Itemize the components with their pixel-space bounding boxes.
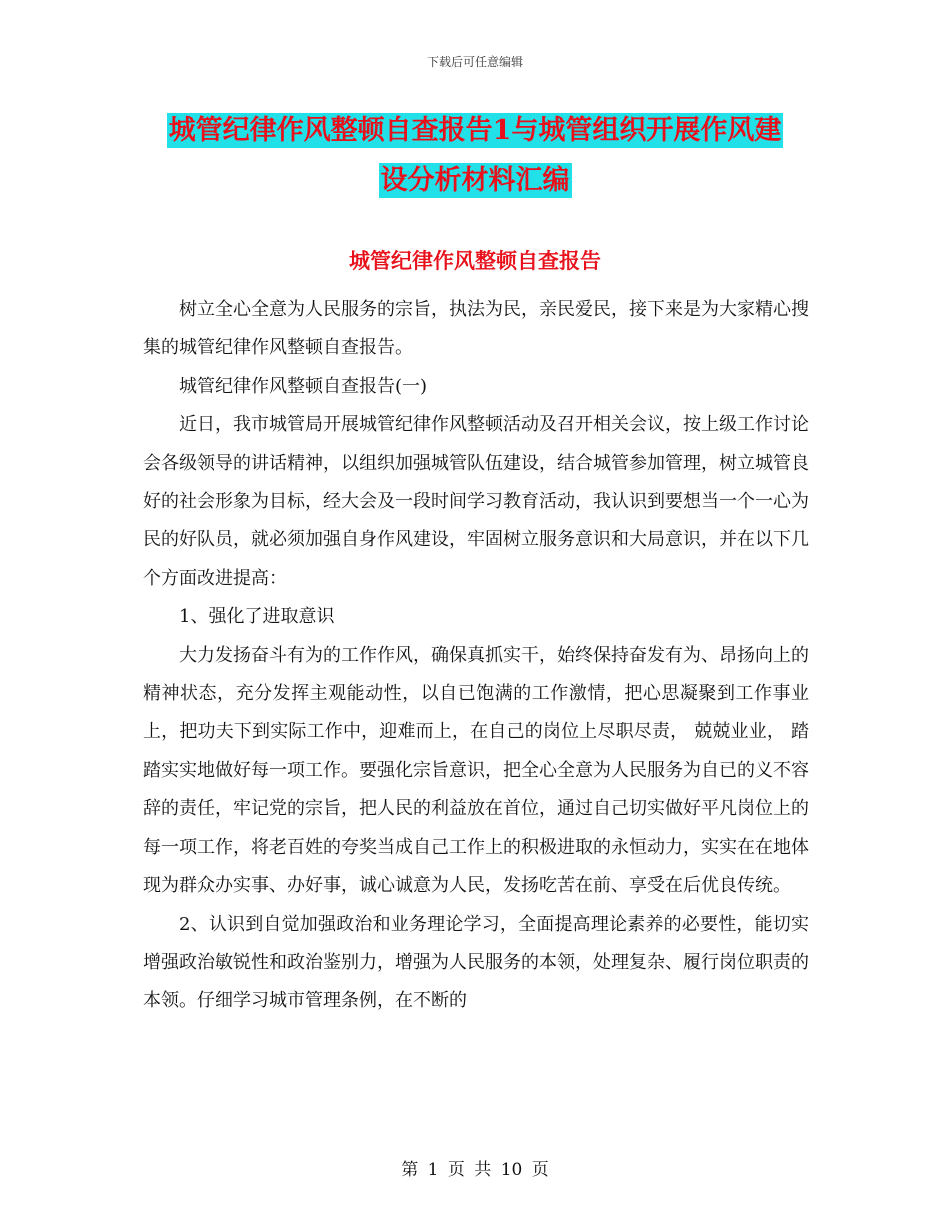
title-line-1: 城管纪律作风整顿自查报告1与城管组织开展作风建 [168,115,782,146]
section-title: 城管纪律作风整顿自查报告 [349,248,601,273]
paragraph: 2、认识到自觉加强政治和业务理论学习，全面提高理论素养的必要性，能切实增强政治敏锐性和政治鉴别力，增强为人民服务的本领，处理复杂、履行岗位职责的本领。仔细学习城市管理条例，在不断的 [143,913,809,1012]
paragraph: 大力发扬奋斗有为的工作作风，确保真抓实干，始终保持奋发有为、昂扬向上的精神状态，充分发挥主观能动性，以自已饱满的工作激情，把心思凝聚到工作事业上，把功夫下到实际工作中，迎难而上，在自己的岗位上尽职尽责， 兢兢业业， 踏踏实实地做好每一项工作。要强化宗旨意识，把全心全意为人民服务为自已的义不容辞的责任，牢记党的宗旨，把人民的利益放在首位，通过自己切实做好平凡岗位上的每一项工作，将老百姓的夸奖当成自己工作上的积极进取的永恒动力，实实在在地体现为群众办实事、办好事，诚心诚意为人民，发扬吃苦在前、享受在后优良传统。 [143,644,809,897]
page-footer: 第 1 页 共 10 页 [401,1160,549,1180]
header-note: 下载后可任意编辑 [426,55,523,69]
paragraph: 近日，我市城管局开展城管纪律作风整顿活动及召开相关会议，按上级工作讨论会各级领导的讲话精神，以组织加强城管队伍建设，结合城管参加管理，树立城管良好的社会形象为目标，经大会及一段时间学习教育活动，我认识到要想当一个一心为民的好队员，就必须加强自身作风建设，牢固树立服务意识和大局意识，并在以下几个方面改进提高： [143,414,809,589]
title-line-2: 设分析材料汇编 [380,165,570,196]
body-text [143,291,809,1021]
paragraph: 城管纪律作风整顿自查报告(一) [179,375,428,397]
paragraph: 1、强化了进取意识 [179,606,335,628]
paragraph: 树立全心全意为人民服务的宗旨，执法为民，亲民爱民，接下来是为大家精心搜集的城管纪律作风整顿自查报告。 [143,299,809,359]
document-title [140,106,810,206]
